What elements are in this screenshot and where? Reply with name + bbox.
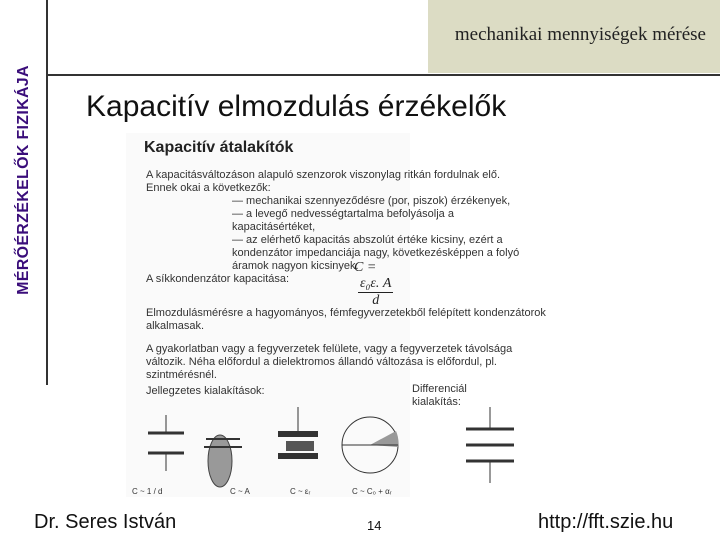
differential-label: Differenciál kialakítás:: [412, 383, 467, 408]
parallel-plate-diagram: [148, 415, 184, 471]
sliding-plate-diagram: [204, 435, 242, 487]
typical-designs-label: Jellegzetes kialakítások:: [146, 385, 265, 397]
figure-reason: — az elérhető kapacitás abszolút értéke kicsiny, ezért a kondenzátor impedanciája nagy, következésképpen a folyó áramok nagyon kicsinyek.: [232, 234, 520, 272]
footer-url[interactable]: http://fft.szie.hu: [538, 511, 674, 533]
formula-numerator: ε₀ε. A: [360, 276, 392, 291]
header-box: [428, 0, 720, 73]
figure-heading: Kapacitív átalakítók: [144, 139, 294, 156]
vertical-divider: [46, 0, 48, 385]
diagram-caption: C ~ 1 / d: [132, 487, 163, 496]
dielectric-diagram: [278, 407, 318, 459]
course-title: MÉRŐÉRZÉKELŐK FIZIKÁJA: [15, 65, 32, 295]
footer-author: Dr. Seres István: [34, 511, 177, 533]
rotary-diagram: [342, 417, 398, 473]
formula-denominator: d: [372, 293, 380, 308]
diagram-caption: C ~ A: [230, 487, 250, 496]
slide-title: Kapacitív elmozdulás érzékelők: [86, 90, 507, 123]
figure-paragraph-2: Elmozdulásmérésre a hagyományos, fémfegyverzetekből felépített kondenzátorok alkalmasak.: [146, 307, 546, 332]
capacitor-diagrams: [126, 387, 546, 497]
vertical-title-band: [0, 0, 48, 385]
plate-capacitor-label: A síkkondenzátor kapacitása:: [146, 273, 290, 285]
formula-lhs: C =: [354, 260, 377, 275]
horizontal-divider: [46, 74, 720, 76]
figure-reason: — a levegő nedvességtartalma befolyásolja a kapacitásértéket,: [232, 208, 454, 233]
page-number: 14: [367, 518, 382, 533]
capacitance-formula: [354, 260, 410, 309]
formula-fraction: [358, 276, 393, 309]
figure-paragraph-3: A gyakorlatban vagy a fegyverzetek felülete, vagy a fegyverzetek távolsága változik. Néha előfordul a dielektromos állandó változása is előfordul, pl. szintmérésnél.: [146, 343, 513, 381]
figure-intro: A kapacitásváltozáson alapuló szenzorok viszonylag ritkán fordulnak elő. Ennek okai a következők:: [146, 169, 501, 194]
figure-reason: — mechanikai szennyeződésre (por, piszok) érzékenyek,: [232, 195, 511, 207]
diagram-caption: C ~ εᵣ: [290, 487, 311, 496]
scanned-figure: [126, 133, 546, 497]
subject-heading: mechanikai mennyiségek mérése: [454, 24, 706, 45]
diagram-caption: C ~ C₀ + αᵣ: [352, 487, 392, 496]
differential-diagram: [466, 407, 514, 483]
